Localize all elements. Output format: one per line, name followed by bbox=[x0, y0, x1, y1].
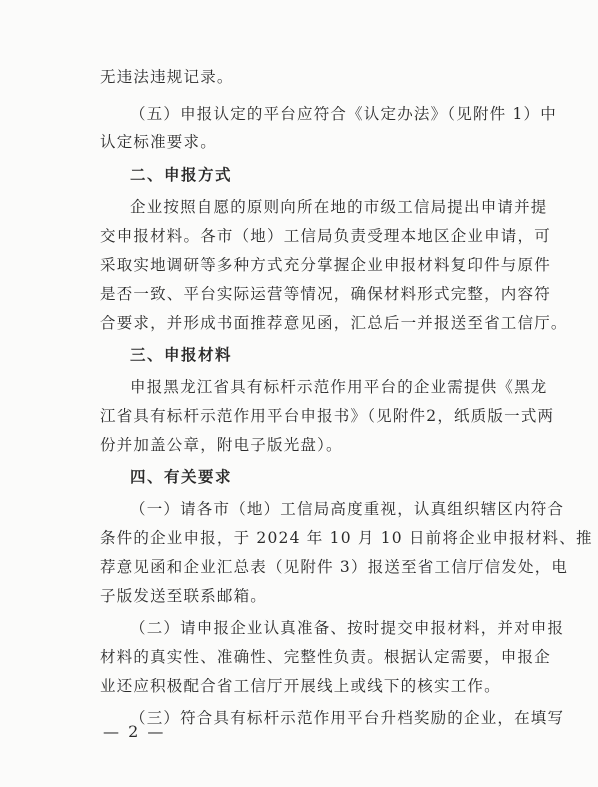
body-text-line: 份并加盖公章，附电子版光盘）。 bbox=[100, 436, 343, 454]
body-text-line: 荐意见函和企业汇总表（见附件 3）报送至省工信厅信发处，电 bbox=[100, 558, 569, 576]
body-text-line: 交申报材料。各市（地）工信局负责受理本地区企业申请，可 bbox=[100, 227, 551, 245]
body-text-line: 无违法违规记录。 bbox=[100, 68, 234, 86]
list-item-one: （一）请各市（地）工信局高度重视，认真组织辖区内符合 bbox=[130, 500, 565, 518]
section-heading-requirements: 四、有关要求 bbox=[130, 468, 233, 486]
body-text-line: 材料的真实性、准确性、完整性负责。根据认定需要，申报企 bbox=[100, 648, 551, 666]
body-text-line: 江省具有标杆示范作用平台申报书》（见附件2，纸质版一式两 bbox=[100, 407, 555, 425]
body-text-line: 申报黑龙江省具有标杆示范作用平台的企业需提供《黑龙 bbox=[130, 378, 548, 396]
body-text-line: 合要求，并形成书面推荐意见函，汇总后一并报送至省工信厅。 bbox=[100, 314, 568, 332]
page-number: — 2 — bbox=[103, 722, 166, 741]
body-text-line: 企业按照自愿的原则向所在地的市级工信局提出申请并提 bbox=[130, 198, 548, 216]
body-text-line: 采取实地调研等多种方式充分掌握企业申报材料复印件与原件 bbox=[100, 256, 551, 274]
section-heading-application-method: 二、申报方式 bbox=[130, 166, 233, 184]
list-item-three: （三）符合具有标杆示范作用平台升档奖励的企业，在填写 bbox=[130, 709, 565, 727]
section-heading-application-materials: 三、申报材料 bbox=[130, 346, 233, 364]
body-text-line: 子版发送至联系邮箱。 bbox=[100, 587, 268, 605]
body-text-line: 业还应积极配合省工信厅开展线上或线下的核实工作。 bbox=[100, 677, 501, 695]
list-item-five: （五）申报认定的平台应符合《认定办法》（见附件 1）中 bbox=[130, 105, 557, 123]
body-text-line: 是否一致、平台实际运营等情况，确保材料形式完整，内容符 bbox=[100, 285, 551, 303]
body-text-line: 条件的企业申报，于 2024 年 10 月 10 日前将企业申报材料、推 bbox=[100, 529, 593, 547]
list-item-two: （二）请申报企业认真准备、按时提交申报材料，并对申报 bbox=[130, 619, 565, 637]
body-text-line: 认定标准要求。 bbox=[100, 133, 217, 151]
